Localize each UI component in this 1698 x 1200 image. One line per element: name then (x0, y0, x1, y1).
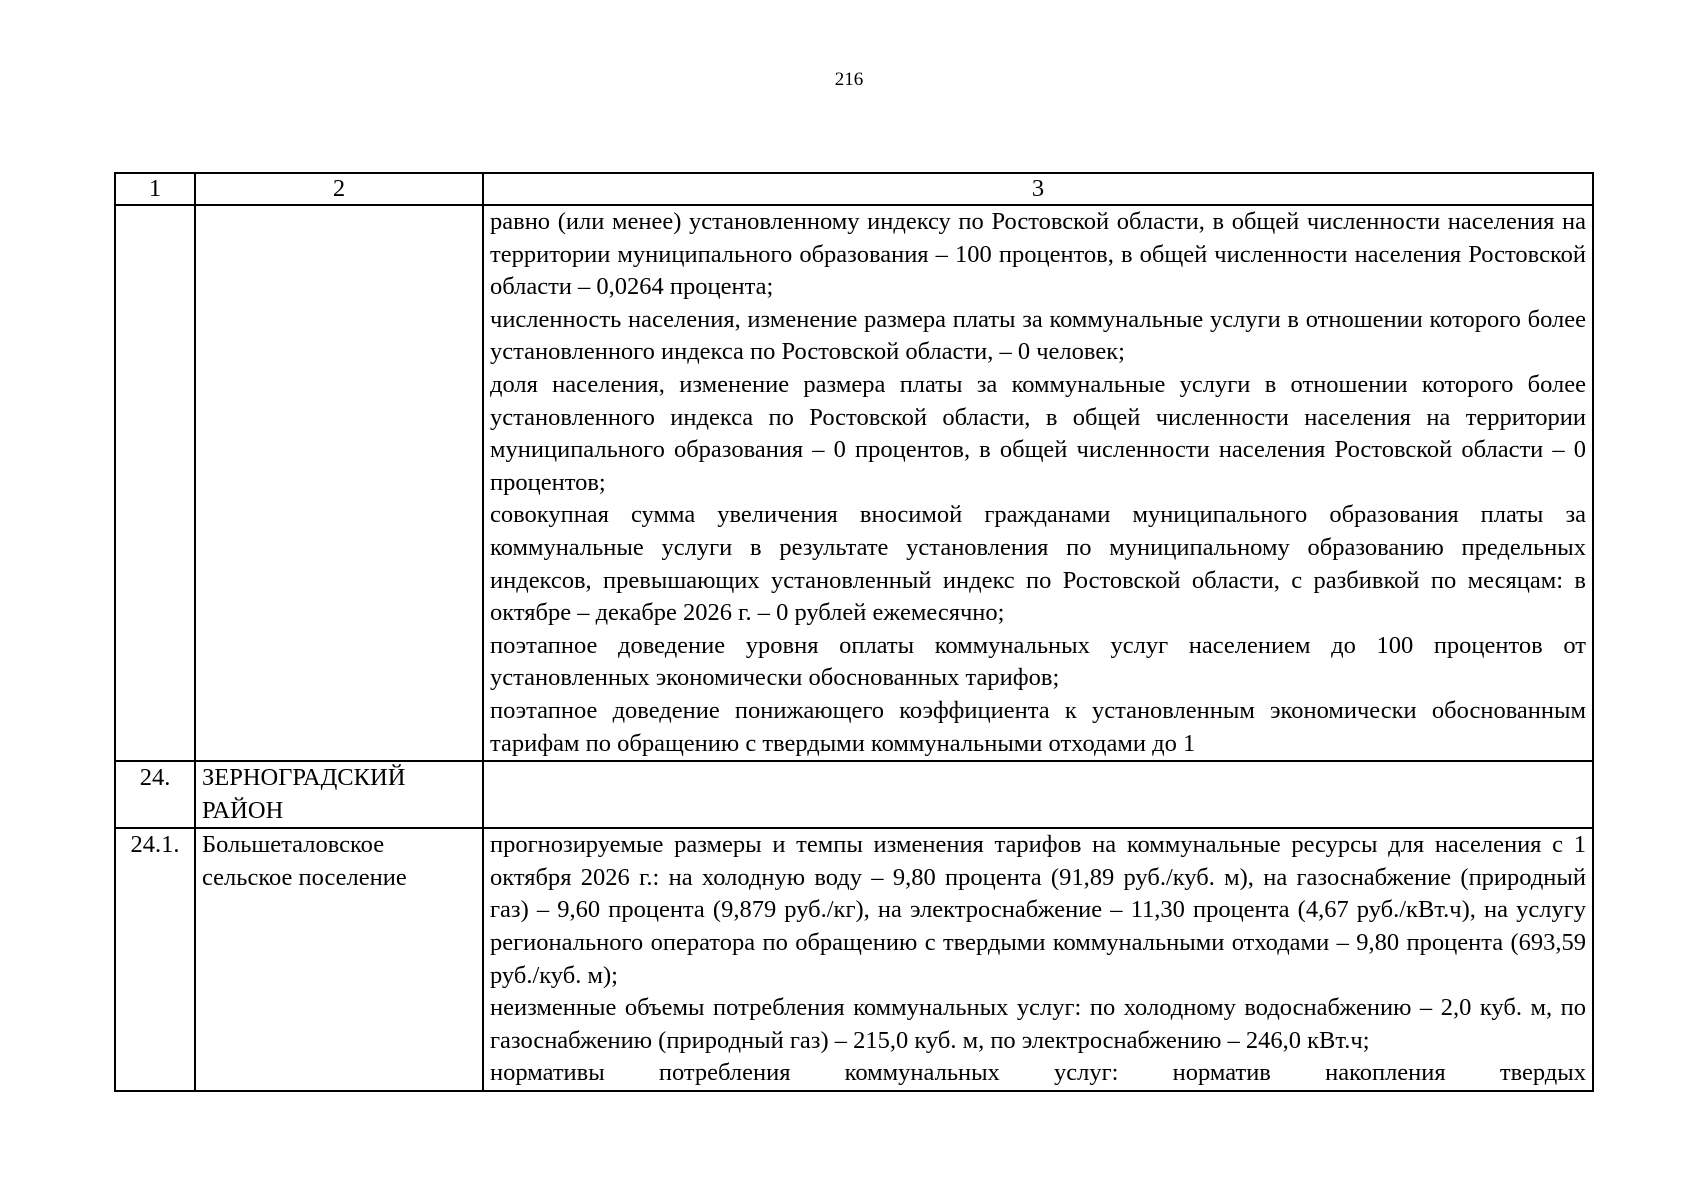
page-number: 216 (834, 69, 864, 90)
tariff-table (114, 172, 1594, 1092)
column-header-3: 3 (483, 173, 1593, 205)
column-header-2: 2 (195, 173, 483, 205)
table-row (115, 205, 1593, 761)
table-row (115, 828, 1593, 1091)
description-paragraph: поэтапное доведение понижающего коэффициента к установленным экономически обоснованным тарифам по обращению с твердыми коммунальными отходами до 1 (490, 696, 1586, 757)
description-paragraph: численность населения, изменение размера платы за коммунальные услуги в отношении которого более установленного индекса по Ростовской области, – 0 человек; (490, 305, 1586, 366)
description-paragraph: равно (или менее) установленному индексу по Ростовской области, в общей численности населения на территории муниципального образования – 100 процентов, в общей численности населения Ростовской области – 0,0264 процента; (490, 208, 1586, 301)
description-paragraph: неизменные объемы потребления коммунальных услуг: по холодному водоснабжению – 2,0 куб. м, по газоснабжению (природный газ) – 215,0 куб. м, по электроснабжению – 246,0 кВт.ч; (490, 994, 1586, 1054)
description-paragraph: совокупная сумма увеличения вносимой гражданами муниципального образования платы за коммунальные услуги в результате установления по муниципальному образованию предельных индексов, превышающих установленный индекс по Ростовской области, с разбивкой по месяцам: в октябре – декабре 2026 г. – 0 рублей ежемесячно; (490, 501, 1586, 627)
row-description (483, 205, 1593, 761)
description-paragraph: нормативы потребления коммунальных услуг: норматив накопления твердых (490, 1059, 1586, 1087)
row-name: ЗЕРНОГРАДСКИЙ РАЙОН (195, 761, 483, 828)
description-paragraph: прогнозируемые размеры и темпы изменения тарифов на коммунальные ресурсы для населения с 1 октября 2026 г.: на холодную воду – 9,80 процента (91,89 руб./куб. м), на газоснабжение (природный газ) – 9,60 процента (9,879 руб./кг), на электроснабжение – 11,30 процента (4,67 руб./кВт.ч), на услугу регионального оператора по обращению с твердыми коммунальными отходами – 9,80 процента (693,59 руб./куб. м); (490, 831, 1586, 989)
description-paragraph: доля населения, изменение размера платы за коммунальные услуги в отношении которого более установленного индекса по Ростовской области, в общей численности населения на территории муниципального образования – 0 процентов, в общей численности населения Ростовской области – 0 процентов; (490, 370, 1586, 496)
row-number (115, 205, 195, 761)
row-description (483, 761, 1593, 828)
row-number: 24.1. (115, 828, 195, 1091)
description-paragraph: поэтапное доведение уровня оплаты коммунальных услуг населением до 100 процентов от установленных экономически обоснованных тарифов; (490, 631, 1586, 692)
row-name (195, 205, 483, 761)
table-row (115, 761, 1593, 828)
row-description (483, 828, 1593, 1091)
column-header-1: 1 (115, 173, 195, 205)
row-number: 24. (115, 761, 195, 828)
row-name: Большеталовское сельское поселение (195, 828, 483, 1091)
table-header-row (115, 173, 1593, 205)
